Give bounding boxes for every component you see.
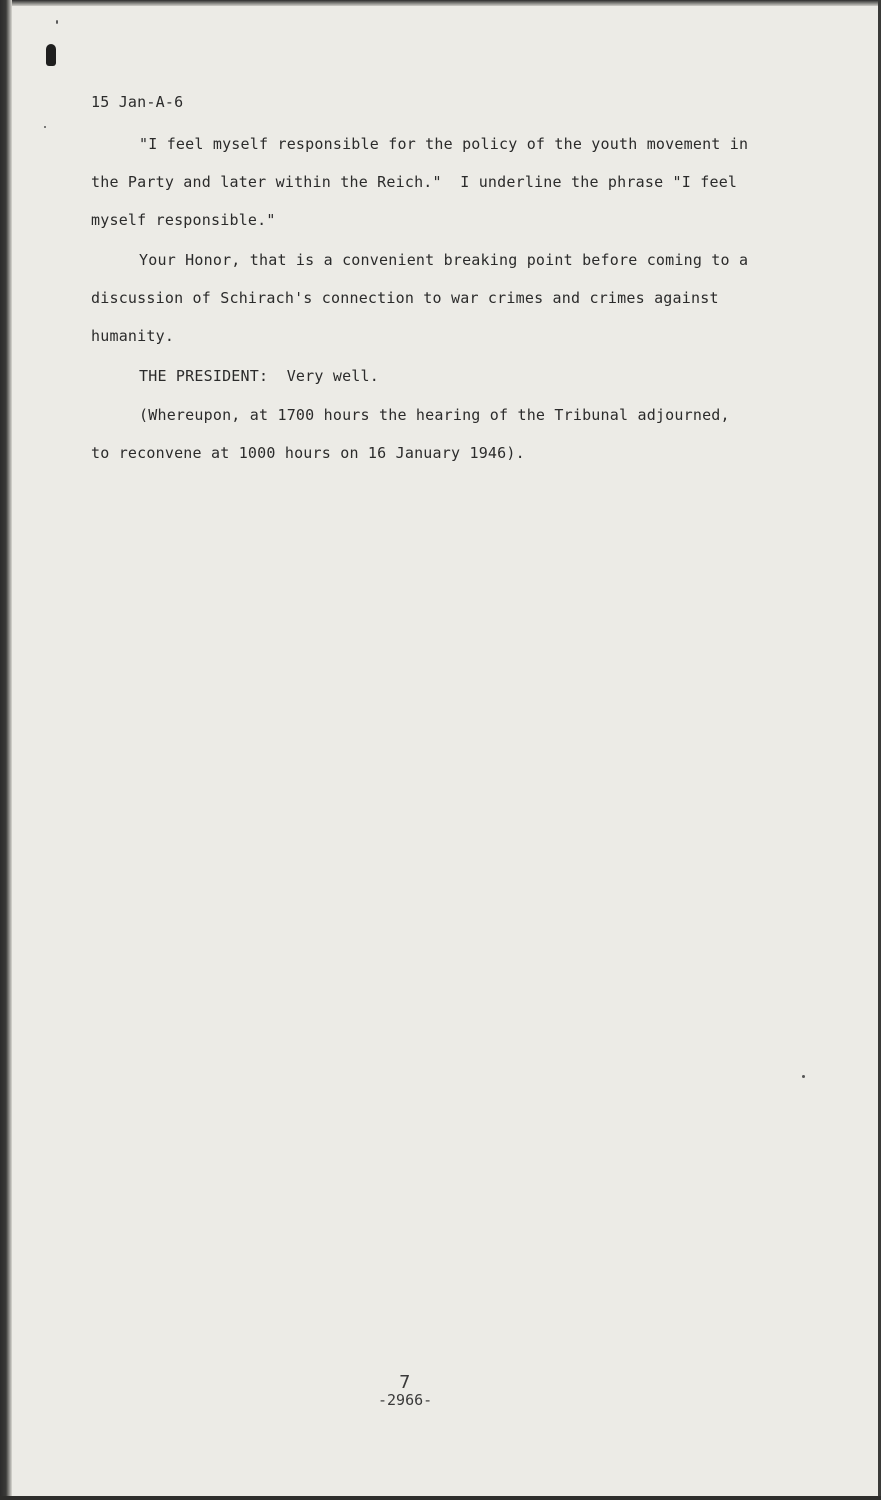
speck (802, 1075, 805, 1078)
text-line-3: myself responsible." (91, 211, 276, 229)
scan-edge-bottom (0, 1496, 881, 1500)
speck (56, 20, 58, 24)
text-line-8: (Whereupon, at 1700 hours the hearing of the Tribunal adjourned, (139, 406, 730, 424)
speck (44, 126, 46, 128)
page-number-correction: 7 (399, 1372, 411, 1393)
text-line-4: Your Honor, that is a convenient breaking point before coming to a (139, 251, 749, 269)
text-line-6: humanity. (91, 327, 175, 345)
text-line-9: to reconvene at 1000 hours on 16 January 1946). (91, 444, 525, 462)
page-number: -2966- (378, 1391, 433, 1409)
scan-edge-top (0, 0, 881, 6)
binding-hole-mark (46, 44, 56, 66)
text-line-1: "I feel myself responsible for the policy of the youth movement in (139, 135, 749, 153)
text-line-5: discussion of Schirach's connection to war crimes and crimes against (91, 289, 719, 307)
scan-edge-left (0, 0, 12, 1500)
page-header: 15 Jan-A-6 (91, 93, 184, 111)
text-line-7: THE PRESIDENT: Very well. (139, 367, 379, 385)
text-line-2: the Party and later within the Reich." I underline the phrase "I feel (91, 173, 738, 191)
